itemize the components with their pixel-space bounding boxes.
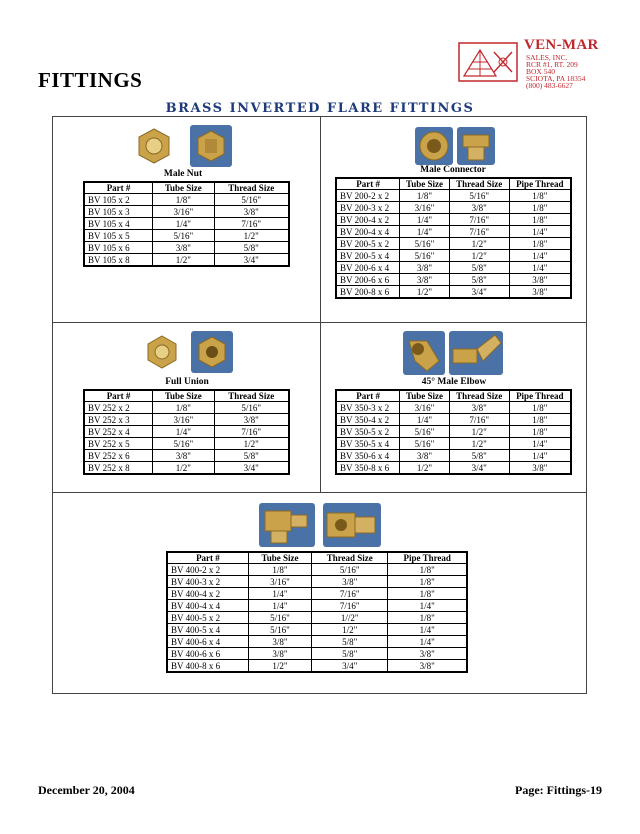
size-cell: 7/16" xyxy=(449,214,509,226)
table-row xyxy=(336,226,571,238)
table-row xyxy=(336,262,571,274)
logo-line: SCIOTA, PA 18354 xyxy=(526,74,586,83)
size-cell: 1/8" xyxy=(153,402,214,414)
column-header: Pipe Thread xyxy=(509,178,571,190)
column-header: Pipe Thread xyxy=(388,552,467,564)
male-connector-caption: Male Connector xyxy=(420,165,486,175)
logo-line: RCR #1, RT. 209 xyxy=(526,60,578,69)
table-row xyxy=(84,254,289,267)
size-cell: 3/8" xyxy=(248,636,311,648)
male-elbow-photo xyxy=(403,331,445,375)
column-header: Thread Size xyxy=(449,178,509,190)
table-row xyxy=(167,660,467,673)
page-title: FITTINGS xyxy=(38,68,143,92)
part-number-cell: BV 252 x 3 xyxy=(84,414,153,426)
column-header: Part # xyxy=(84,182,153,194)
size-cell: 7/16" xyxy=(312,588,388,600)
size-cell: 3/4" xyxy=(214,254,289,267)
size-cell: 3/8" xyxy=(449,402,509,414)
size-cell: 3/8" xyxy=(400,274,450,286)
part-number-cell: BV 105 x 5 xyxy=(84,230,153,242)
size-cell: 5/8" xyxy=(449,274,509,286)
size-cell: 5/16" xyxy=(153,230,214,242)
size-cell: 5/8" xyxy=(214,450,289,462)
logo-line: SALES, INC. xyxy=(526,53,568,62)
column-header: Pipe Thread xyxy=(509,390,571,402)
part-number-cell: BV 400-8 x 6 xyxy=(167,660,248,673)
size-cell: 1/4" xyxy=(248,600,311,612)
logo-line: (800) 483-6627 xyxy=(526,81,573,90)
column-header: Part # xyxy=(336,390,400,402)
divider xyxy=(320,117,321,492)
size-cell: 1/4" xyxy=(153,426,214,438)
part-number-cell: BV 400-5 x 4 xyxy=(167,624,248,636)
table-row xyxy=(84,218,289,230)
part-number-cell: BV 400-4 x 2 xyxy=(167,588,248,600)
table-row xyxy=(84,462,289,475)
size-cell: 3/8" xyxy=(449,202,509,214)
part-number-cell: BV 252 x 4 xyxy=(84,426,153,438)
size-cell: 1/8" xyxy=(509,426,571,438)
size-cell: 1/8" xyxy=(388,564,467,576)
catalog-frame xyxy=(52,116,587,694)
table-row xyxy=(167,600,467,612)
size-cell: 1/2" xyxy=(248,660,311,673)
table-row xyxy=(336,286,571,299)
part-number-cell: BV 252 x 6 xyxy=(84,450,153,462)
table-row xyxy=(336,190,571,202)
ven-mar-logo-icon xyxy=(458,42,518,82)
table-header-row xyxy=(167,552,467,564)
size-cell: 1/8" xyxy=(153,194,214,206)
table-row xyxy=(167,564,467,576)
male-nut-photo xyxy=(190,125,232,167)
size-cell: 1/4" xyxy=(509,438,571,450)
size-cell: 5/16" xyxy=(214,194,289,206)
part-number-cell: BV 200-4 x 2 xyxy=(336,214,400,226)
size-cell: 1/8" xyxy=(509,238,571,250)
size-cell: 1/8" xyxy=(248,564,311,576)
logo-line: BOX 540 xyxy=(526,67,555,76)
table-row xyxy=(336,250,571,262)
size-cell: 1/4" xyxy=(388,636,467,648)
size-cell: 3/8" xyxy=(214,414,289,426)
size-cell: 1/4" xyxy=(509,226,571,238)
part-number-cell: BV 350-8 x 6 xyxy=(336,462,400,475)
size-cell: 3/16" xyxy=(400,402,450,414)
part-number-cell: BV 400-5 x 2 xyxy=(167,612,248,624)
full-union-table xyxy=(83,389,290,475)
size-cell: 1/4" xyxy=(509,262,571,274)
table-row xyxy=(84,414,289,426)
size-cell: 1/4" xyxy=(509,250,571,262)
size-cell: 1/8" xyxy=(509,402,571,414)
size-cell: 3/16" xyxy=(153,206,214,218)
part-number-cell: BV 105 x 2 xyxy=(84,194,153,206)
part-number-cell: BV 105 x 8 xyxy=(84,254,153,267)
elbow-photo xyxy=(323,503,381,547)
size-cell: 5/8" xyxy=(312,648,388,660)
size-cell: 3/8" xyxy=(400,450,450,462)
part-number-cell: BV 200-5 x 2 xyxy=(336,238,400,250)
size-cell: 1/2" xyxy=(214,438,289,450)
table-row xyxy=(84,402,289,414)
size-cell: 7/16" xyxy=(214,426,289,438)
size-cell: 1/4" xyxy=(509,450,571,462)
male-elbow-table xyxy=(335,389,572,475)
size-cell: 1/2" xyxy=(153,462,214,475)
size-cell: 1/8" xyxy=(388,612,467,624)
company-logo xyxy=(458,37,618,90)
part-number-cell: BV 105 x 4 xyxy=(84,218,153,230)
part-number-cell: BV 105 x 6 xyxy=(84,242,153,254)
size-cell: 5/16" xyxy=(400,250,450,262)
footer-page: Page: Fittings-19 xyxy=(515,783,602,797)
male-connector-table xyxy=(335,177,572,299)
size-cell: 1/8" xyxy=(388,576,467,588)
part-number-cell: BV 350-4 x 2 xyxy=(336,414,400,426)
size-cell: 3/4" xyxy=(449,286,509,299)
size-cell: 1/2" xyxy=(312,624,388,636)
part-number-cell: BV 200-4 x 4 xyxy=(336,226,400,238)
part-number-cell: BV 400-4 x 4 xyxy=(167,600,248,612)
size-cell: 1/4" xyxy=(400,226,450,238)
size-cell: 1//2" xyxy=(312,612,388,624)
size-cell: 1/4" xyxy=(388,624,467,636)
male-connector-photo xyxy=(457,127,495,165)
table-row xyxy=(167,576,467,588)
size-cell: 1/2" xyxy=(449,438,509,450)
size-cell: 1/4" xyxy=(400,214,450,226)
elbow-table xyxy=(166,551,468,673)
table-row xyxy=(84,242,289,254)
male-nut-caption: Male Nut xyxy=(163,169,203,179)
table-row xyxy=(167,636,467,648)
size-cell: 3/8" xyxy=(153,450,214,462)
table-row xyxy=(84,438,289,450)
part-number-cell: BV 252 x 5 xyxy=(84,438,153,450)
table-row xyxy=(336,426,571,438)
size-cell: 5/16" xyxy=(400,238,450,250)
size-cell: 5/8" xyxy=(214,242,289,254)
size-cell: 3/16" xyxy=(248,576,311,588)
part-number-cell: BV 350-5 x 2 xyxy=(336,426,400,438)
table-row xyxy=(336,274,571,286)
divider xyxy=(53,492,586,493)
size-cell: 3/4" xyxy=(449,462,509,475)
table-row xyxy=(336,438,571,450)
size-cell: 1/4" xyxy=(248,588,311,600)
part-number-cell: BV 400-3 x 2 xyxy=(167,576,248,588)
column-header: Part # xyxy=(336,178,400,190)
size-cell: 1/2" xyxy=(449,426,509,438)
size-cell: 3/8" xyxy=(388,648,467,660)
part-number-cell: BV 105 x 3 xyxy=(84,206,153,218)
part-number-cell: BV 200-5 x 4 xyxy=(336,250,400,262)
column-header: Part # xyxy=(167,552,248,564)
logo-brand: VEN-MAR xyxy=(524,37,599,53)
size-cell: 5/16" xyxy=(248,624,311,636)
column-header: Tube Size xyxy=(248,552,311,564)
size-cell: 5/8" xyxy=(449,262,509,274)
footer-date: December 20, 2004 xyxy=(38,783,135,797)
table-row xyxy=(84,230,289,242)
size-cell: 7/16" xyxy=(312,600,388,612)
size-cell: 3/8" xyxy=(248,648,311,660)
part-number-cell: BV 400-6 x 4 xyxy=(167,636,248,648)
size-cell: 1/8" xyxy=(388,588,467,600)
table-row xyxy=(336,462,571,475)
size-cell: 3/8" xyxy=(509,274,571,286)
table-header-row xyxy=(84,182,289,194)
size-cell: 1/2" xyxy=(449,250,509,262)
size-cell: 1/2" xyxy=(153,254,214,267)
part-number-cell: BV 200-2 x 2 xyxy=(336,190,400,202)
size-cell: 5/16" xyxy=(449,190,509,202)
table-row xyxy=(336,402,571,414)
size-cell: 1/4" xyxy=(388,600,467,612)
column-header: Thread Size xyxy=(449,390,509,402)
size-cell: 5/16" xyxy=(400,426,450,438)
table-header-row xyxy=(336,390,571,402)
size-cell: 1/2" xyxy=(400,286,450,299)
table-row xyxy=(84,426,289,438)
column-header: Tube Size xyxy=(400,390,450,402)
table-row xyxy=(167,624,467,636)
table-row xyxy=(167,612,467,624)
table-row xyxy=(336,450,571,462)
part-number-cell: BV 350-3 x 2 xyxy=(336,402,400,414)
size-cell: 1/8" xyxy=(400,190,450,202)
table-row xyxy=(84,206,289,218)
column-header: Tube Size xyxy=(153,182,214,194)
full-union-caption: Full Union xyxy=(165,377,209,387)
size-cell: 5/16" xyxy=(153,438,214,450)
size-cell: 3/8" xyxy=(214,206,289,218)
size-cell: 3/4" xyxy=(312,660,388,673)
table-header-row xyxy=(336,178,571,190)
part-number-cell: BV 200-6 x 6 xyxy=(336,274,400,286)
size-cell: 3/8" xyxy=(400,262,450,274)
size-cell: 5/16" xyxy=(214,402,289,414)
table-row xyxy=(84,450,289,462)
elbow-photo xyxy=(259,503,315,547)
size-cell: 3/8" xyxy=(509,462,571,475)
size-cell: 5/16" xyxy=(400,438,450,450)
table-header-row xyxy=(84,390,289,402)
part-number-cell: BV 400-2 x 2 xyxy=(167,564,248,576)
size-cell: 5/16" xyxy=(248,612,311,624)
male-nut-table xyxy=(83,181,290,267)
table-row xyxy=(84,194,289,206)
size-cell: 1/2" xyxy=(449,238,509,250)
size-cell: 3/8" xyxy=(153,242,214,254)
male-nut-photo xyxy=(133,125,175,167)
column-header: Thread Size xyxy=(312,552,388,564)
size-cell: 3/16" xyxy=(153,414,214,426)
male-elbow-caption: 45° Male Elbow xyxy=(421,377,487,387)
size-cell: 7/16" xyxy=(449,414,509,426)
table-row xyxy=(336,214,571,226)
part-number-cell: BV 200-3 x 2 xyxy=(336,202,400,214)
part-number-cell: BV 350-6 x 4 xyxy=(336,450,400,462)
size-cell: 1/8" xyxy=(509,190,571,202)
table-row xyxy=(336,238,571,250)
part-number-cell: BV 252 x 8 xyxy=(84,462,153,475)
column-header: Thread Size xyxy=(214,390,289,402)
part-number-cell: BV 252 x 2 xyxy=(84,402,153,414)
table-row xyxy=(336,414,571,426)
size-cell: 1/8" xyxy=(509,214,571,226)
size-cell: 1/8" xyxy=(509,414,571,426)
size-cell: 1/4" xyxy=(400,414,450,426)
column-header: Tube Size xyxy=(153,390,214,402)
size-cell: 3/4" xyxy=(214,462,289,475)
part-number-cell: BV 400-6 x 6 xyxy=(167,648,248,660)
full-union-photo xyxy=(141,331,183,373)
size-cell: 7/16" xyxy=(214,218,289,230)
size-cell: 1/8" xyxy=(509,202,571,214)
part-number-cell: BV 350-5 x 4 xyxy=(336,438,400,450)
table-row xyxy=(167,648,467,660)
size-cell: 1/2" xyxy=(400,462,450,475)
size-cell: 3/16" xyxy=(400,202,450,214)
section-title: BRASS INVERTED FLARE FITTINGS xyxy=(165,101,475,116)
size-cell: 1/2" xyxy=(214,230,289,242)
part-number-cell: BV 200-8 x 6 xyxy=(336,286,400,299)
male-elbow-photo xyxy=(449,331,503,375)
size-cell: 1/4" xyxy=(153,218,214,230)
size-cell: 5/8" xyxy=(312,636,388,648)
table-row xyxy=(336,202,571,214)
column-header: Part # xyxy=(84,390,153,402)
full-union-photo xyxy=(191,331,233,373)
column-header: Thread Size xyxy=(214,182,289,194)
size-cell: 5/8" xyxy=(449,450,509,462)
table-row xyxy=(167,588,467,600)
size-cell: 5/16" xyxy=(312,564,388,576)
size-cell: 3/8" xyxy=(312,576,388,588)
part-number-cell: BV 200-6 x 4 xyxy=(336,262,400,274)
size-cell: 7/16" xyxy=(449,226,509,238)
male-connector-photo xyxy=(415,127,453,165)
size-cell: 3/8" xyxy=(388,660,467,673)
column-header: Tube Size xyxy=(400,178,450,190)
size-cell: 3/8" xyxy=(509,286,571,299)
